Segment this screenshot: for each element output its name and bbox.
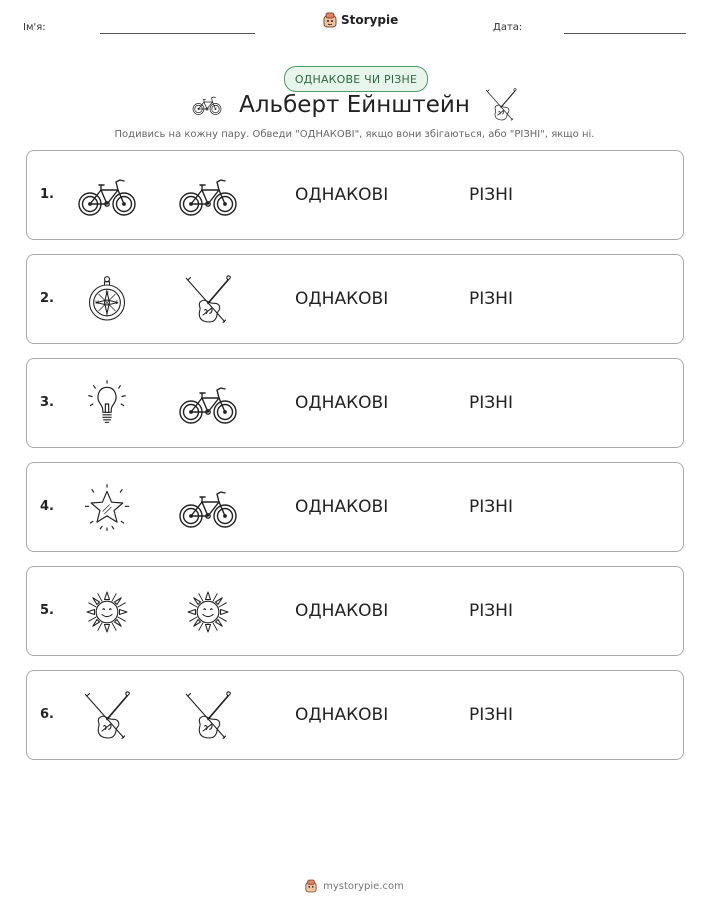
same-option[interactable]: ОДНАКОВІ xyxy=(295,497,389,517)
same-option[interactable]: ОДНАКОВІ xyxy=(295,601,389,621)
row-number: 3. xyxy=(40,395,54,410)
exercise-row xyxy=(26,462,684,552)
row-number: 2. xyxy=(40,291,54,306)
worksheet-type-badge: ОДНАКОВЕ ЧИ РІЗНЕ xyxy=(284,66,428,92)
storypie-logo-icon xyxy=(323,12,337,28)
sun-icon xyxy=(77,587,137,637)
different-option[interactable]: РІЗНІ xyxy=(469,601,513,621)
exercise-row xyxy=(26,670,684,760)
exercise-row xyxy=(26,150,684,240)
bicycle-icon xyxy=(178,379,238,429)
brand-name: Storypie xyxy=(341,13,399,27)
star-icon xyxy=(77,483,137,533)
violin-icon xyxy=(178,691,238,741)
exercise-row xyxy=(26,254,684,344)
compass-icon xyxy=(77,275,137,325)
violin-icon xyxy=(484,88,518,122)
row-number: 4. xyxy=(40,499,54,514)
row-number: 6. xyxy=(40,707,54,722)
exercise-row xyxy=(26,358,684,448)
lightbulb-icon xyxy=(77,379,137,429)
bicycle-icon xyxy=(178,171,238,221)
different-option[interactable]: РІЗНІ xyxy=(469,497,513,517)
different-option[interactable]: РІЗНІ xyxy=(469,393,513,413)
same-option[interactable]: ОДНАКОВІ xyxy=(295,705,389,725)
storypie-logo-icon xyxy=(305,879,317,893)
worksheet-header xyxy=(0,0,709,50)
violin-icon xyxy=(77,691,137,741)
footer xyxy=(0,879,709,893)
name-label: Ім'я: xyxy=(23,22,46,33)
page-title: Альберт Ейнштейн xyxy=(239,92,470,118)
date-line xyxy=(564,33,686,34)
brand-logo xyxy=(323,12,398,28)
different-option[interactable]: РІЗНІ xyxy=(469,185,513,205)
instructions: Подивись на кожну пару. Обведи "ОДНАКОВІ", якщо вони збігаються, або "РІЗНІ", якщо ні. xyxy=(114,129,595,140)
sun-icon xyxy=(178,587,238,637)
row-number: 1. xyxy=(40,187,54,202)
violin-icon xyxy=(178,275,238,325)
different-option[interactable]: РІЗНІ xyxy=(469,289,513,309)
bicycle-icon xyxy=(77,171,137,221)
row-number: 5. xyxy=(40,603,54,618)
different-option[interactable]: РІЗНІ xyxy=(469,705,513,725)
same-option[interactable]: ОДНАКОВІ xyxy=(295,185,389,205)
same-option[interactable]: ОДНАКОВІ xyxy=(295,393,389,413)
name-line xyxy=(100,33,255,34)
bicycle-icon xyxy=(178,483,238,533)
same-option[interactable]: ОДНАКОВІ xyxy=(295,289,389,309)
date-label: Дата: xyxy=(493,22,523,33)
footer-url: mystorypie.com xyxy=(323,880,404,892)
exercise-row xyxy=(26,566,684,656)
